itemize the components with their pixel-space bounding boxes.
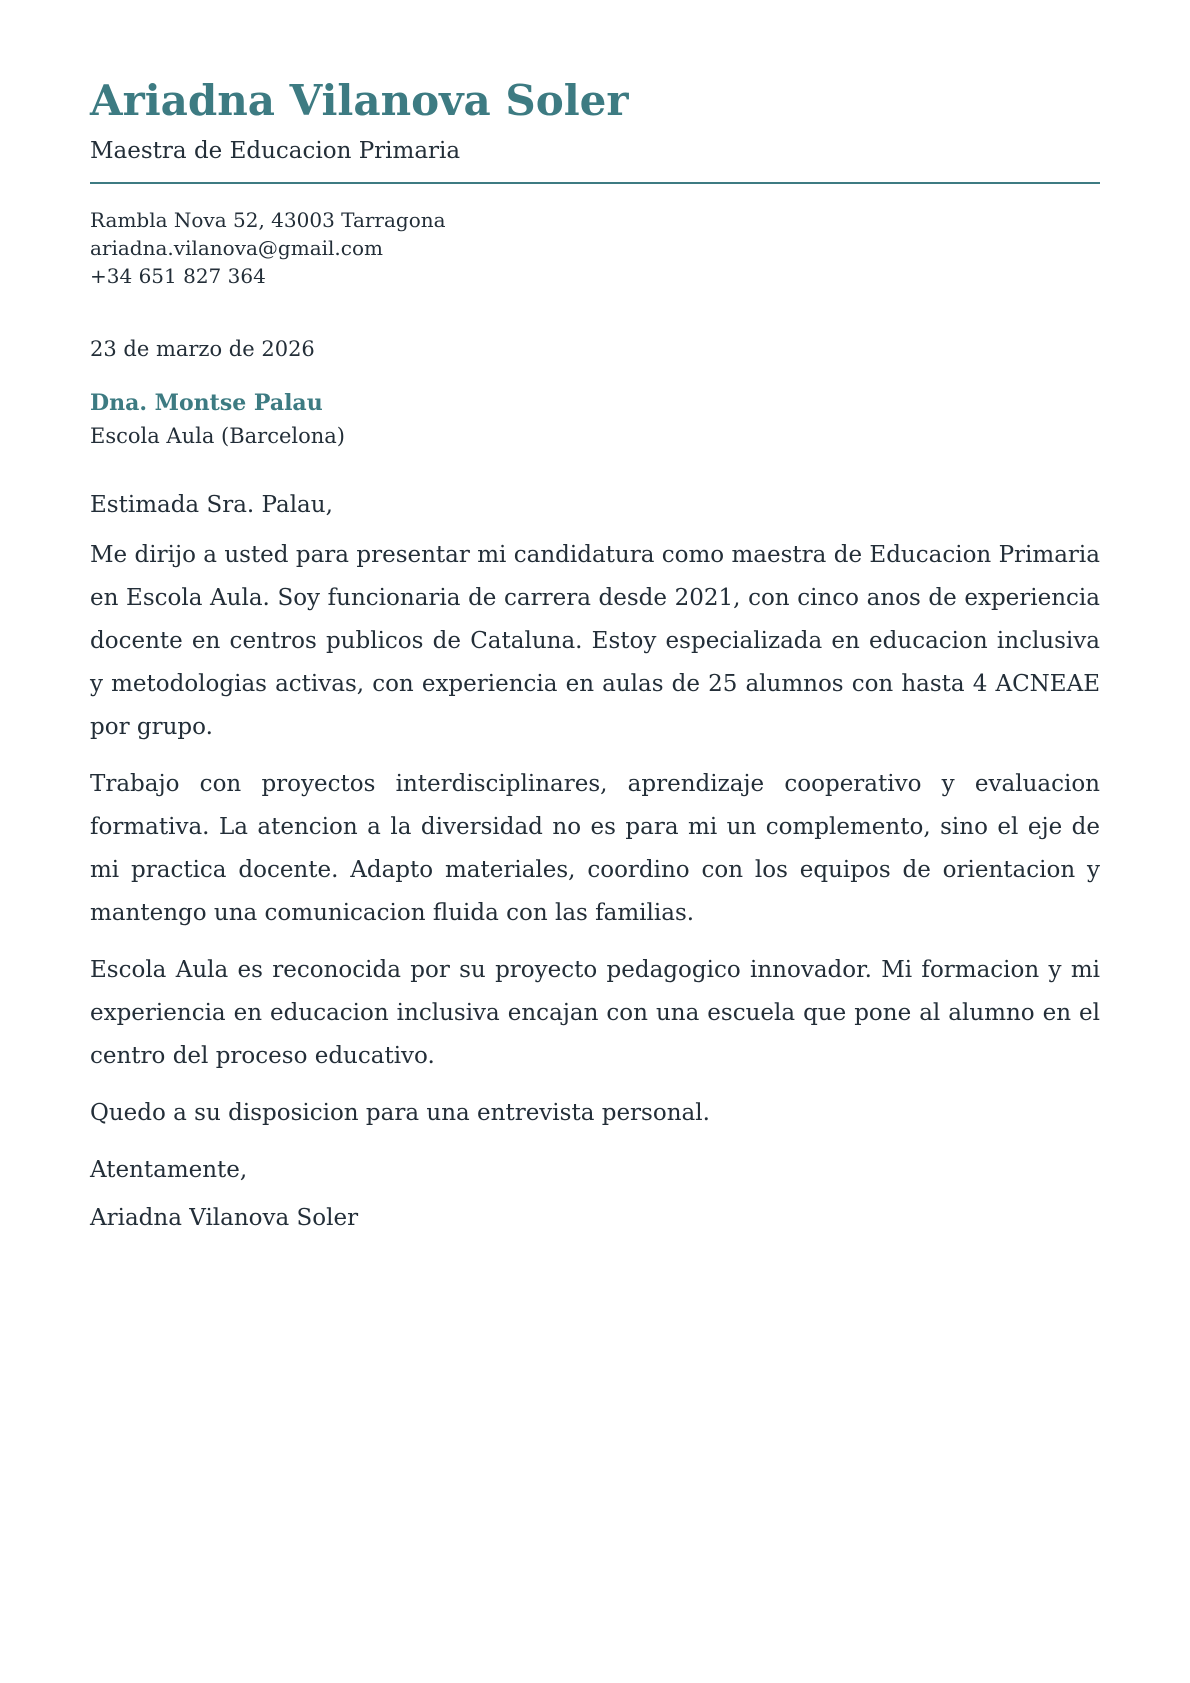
header-divider [90, 182, 1100, 184]
body-paragraph-1: Me dirijo a usted para presentar mi candidatura como maestra de Educacion Primaria en Escola Aula. Soy funcionaria de carrera desde 2021, con cinco anos de experiencia docente en centros publicos de Cataluna. Estoy especializada en educacion inclusiva y metodologias activas, con experiencia en aulas de 25 alumnos con hasta 4 ACNEAE por grupo. [90, 542, 1100, 740]
contact-block [90, 206, 1100, 290]
sender-name-heading: Ariadna Vilanova Soler [90, 76, 629, 125]
body-paragraph-3: Escola Aula es reconocida por su proyecto pedagogico innovador. Mi formacion y mi experiencia en educacion inclusiva encajan con una escuela que pone al alumno en el centro del proceso educativo. [90, 957, 1100, 1069]
salutation-line: Estimada Sra. Palau, [90, 492, 333, 518]
body-paragraph-2: Trabajo con proyectos interdisciplinares, aprendizaje cooperativo y evaluacion formativa. La atencion a la diversidad no es para mi un complemento, sino el eje de mi practica docente. Adapto materiales, coordino con los equipos de orientacion y mantengo una comunicacion fluida con las familias. [90, 771, 1100, 926]
letter-date: 23 de marzo de 2026 [90, 337, 315, 361]
body-paragraph-4: Quedo a su disposicion para una entrevista personal. [90, 1100, 710, 1126]
contact-phone: +34 651 827 364 [90, 264, 266, 288]
recipient-name: Dna. Montse Palau [90, 390, 323, 416]
letter-body [90, 534, 1100, 1135]
signature-name: Ariadna Vilanova Soler [90, 1205, 359, 1231]
recipient-organization: Escola Aula (Barcelona) [90, 424, 345, 448]
closing-line: Atentamente, [90, 1157, 248, 1183]
contact-email: ariadna.vilanova@gmail.com [90, 236, 383, 260]
contact-address: Rambla Nova 52, 43003 Tarragona [90, 208, 446, 232]
sender-job-title: Maestra de Educacion Primaria [90, 138, 461, 164]
